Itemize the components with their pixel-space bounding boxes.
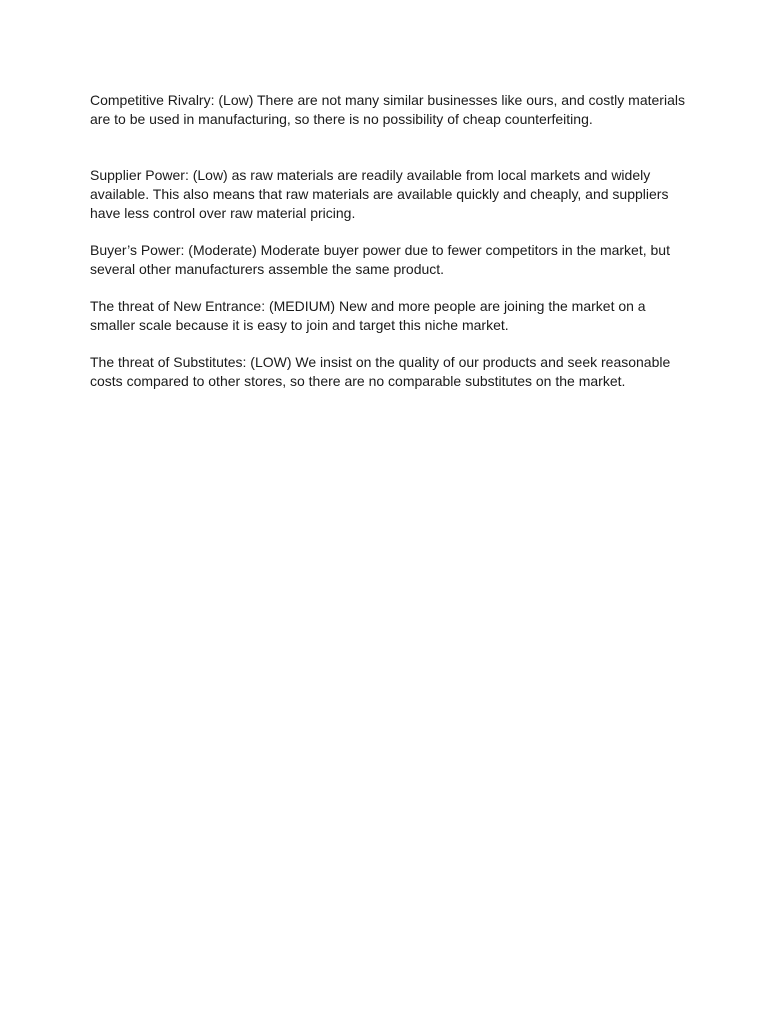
paragraph-competitive-rivalry: Competitive Rivalry: (Low) There are not many similar businesses like ours, and costly materials are to be used in manufacturing, so there is no possibility of cheap counterfeiting. bbox=[90, 92, 685, 127]
paragraph-spacer bbox=[90, 335, 690, 353]
paragraph-supplier-power: Supplier Power: (Low) as raw materials are readily available from local markets and widely available. This also means that raw materials are available quickly and cheaply, and suppliers have less control over raw material pricing. bbox=[90, 167, 669, 221]
document-body bbox=[90, 91, 690, 391]
paragraph-spacer bbox=[90, 223, 690, 241]
paragraph-threat-new-entrance: The threat of New Entrance: (MEDIUM) New and more people are joining the market on a smaller scale because it is easy to join and target this niche market. bbox=[90, 298, 646, 333]
paragraph-buyer-power: Buyer’s Power: (Moderate) Moderate buyer power due to fewer competitors in the market, but several other manufacturers assemble the same product. bbox=[90, 242, 670, 277]
paragraph-spacer bbox=[90, 129, 690, 166]
paragraph-threat-substitutes: The threat of Substitutes: (LOW) We insist on the quality of our products and seek reasonable costs compared to other stores, so there are no comparable substitutes on the market. bbox=[90, 354, 671, 389]
paragraph-spacer bbox=[90, 279, 690, 297]
